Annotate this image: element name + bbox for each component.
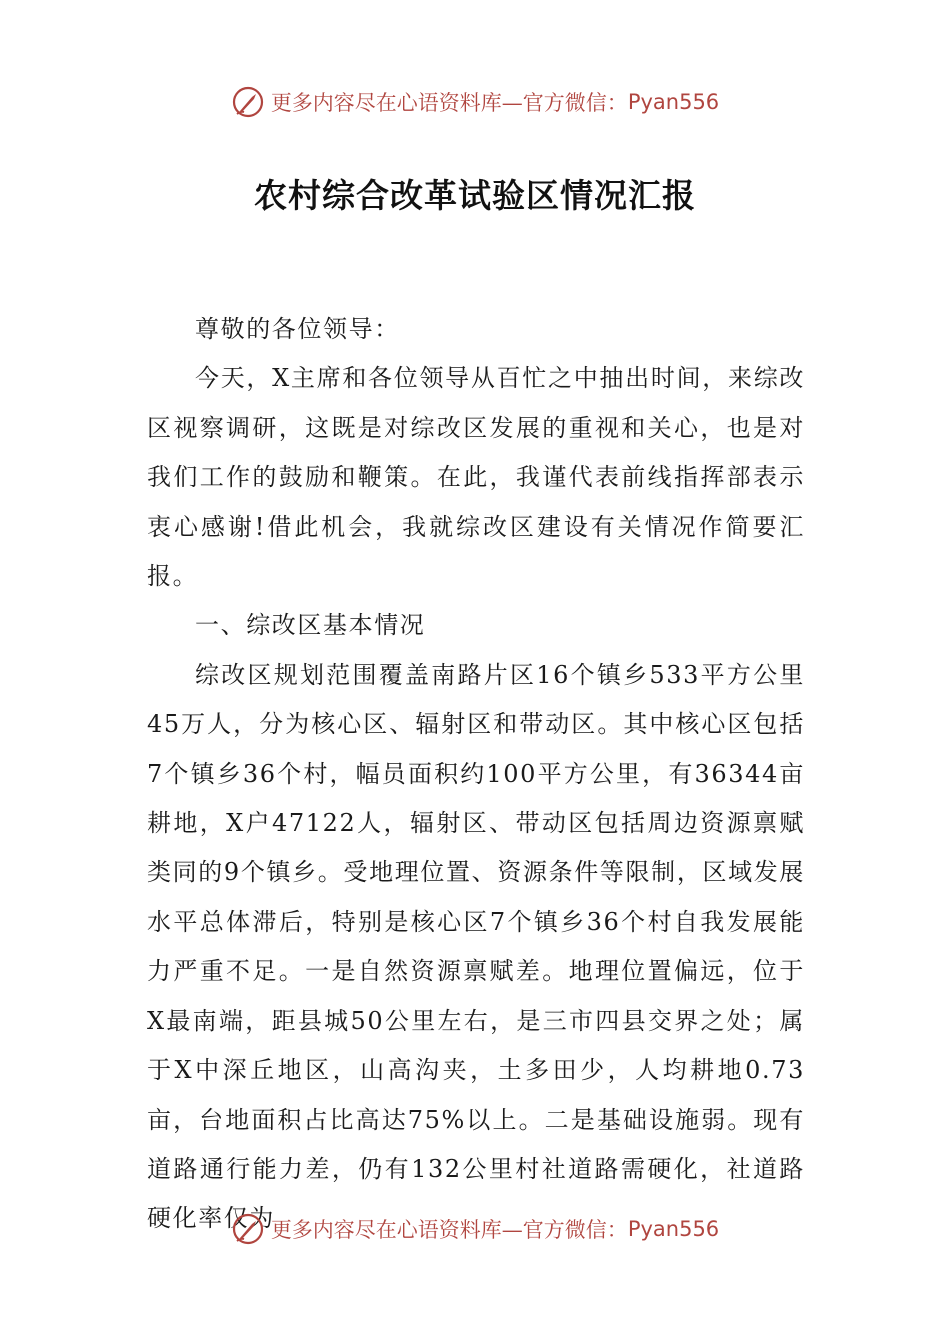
header-watermark <box>0 82 950 122</box>
watermark-wechat-id: Pyan556 <box>627 1217 720 1241</box>
paragraph-intro: 今天，X主席和各位领导从百忙之中抽出时间，来综改区视察调研，这既是对综改区发展的重视和关心，也是对我们工作的鼓励和鞭策。在此，我谨代表前线指挥部表示衷心感谢!借此机会，我就综改区建设有关情况作简要汇报。 <box>147 364 805 591</box>
watermark-wechat-id: Pyan556 <box>627 90 720 114</box>
salutation: 尊敬的各位领导： <box>195 315 400 343</box>
section-heading: 一、综改区基本情况 <box>195 611 426 640</box>
document-body <box>147 305 805 1244</box>
watermark-text: 更多内容尽在心语资料库—官方微信： <box>270 1218 628 1242</box>
footer-watermark <box>0 1209 950 1249</box>
watermark-text: 更多内容尽在心语资料库—官方微信： <box>270 91 628 115</box>
pen-nib-logo-icon <box>231 85 265 119</box>
document-title: 农村综合改革试验区情况汇报 <box>254 176 696 215</box>
pen-nib-logo-icon <box>231 1212 265 1246</box>
paragraph-basic-situation: 综改区规划范围覆盖南路片区16个镇乡533平方公里45万人，分为核心区、辐射区和带动区。其中核心区包括7个镇乡36个村，幅员面积约100平方公里，有36344亩耕地，X户47122人，辐射区、带动区包括周边资源禀赋类同的9个镇乡。受地理位置、资源条件等限制，区域发展水平总体滞后，特别是核心区7个镇乡36个村自我发展能力严重不足。一是自然资源禀赋差。地理位置偏远，位于X最南端，距县城50公里左右，是三市四县交界之处；属于X中深丘地区，山高沟夹，土多田少，人均耕地0.73亩，台地面积占比高达75%以上。二是基础设施弱。现有道路通行能力差，仍有132公里村社道路需硬化，社道路硬化率仅为 <box>147 660 805 1233</box>
